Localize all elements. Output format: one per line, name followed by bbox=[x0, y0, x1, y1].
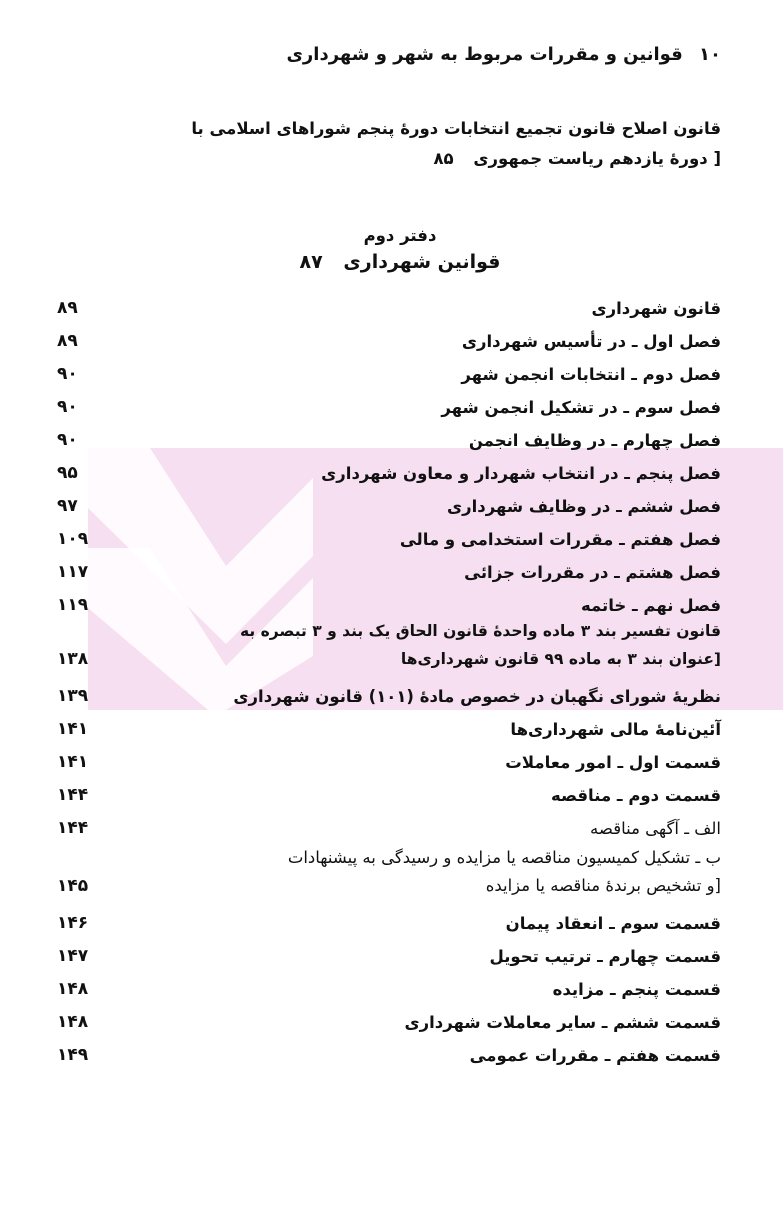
toc-entry-title: قسمت پنجم ـ مزایده bbox=[552, 980, 721, 999]
toc-entry-page: ۹۷ bbox=[57, 496, 78, 516]
toc-entry bbox=[57, 582, 721, 615]
toc-entry bbox=[57, 999, 721, 1032]
toc-entry-line: [و تشخیص برندهٔ مناقصه یا مزایده bbox=[485, 876, 721, 895]
toc-entry-page: ۹۰ bbox=[57, 397, 78, 417]
toc-entry-title: فصل پنجم ـ در انتخاب شهردار و معاون شهرداری bbox=[321, 464, 721, 483]
toc-entry-page: ۱۴۸ bbox=[57, 1012, 89, 1032]
toc-entry bbox=[57, 673, 721, 706]
toc-entry bbox=[57, 1032, 721, 1065]
toc-entry-title: فصل اول ـ در تأسیس شهرداری bbox=[461, 332, 721, 351]
toc-entry bbox=[57, 933, 721, 966]
toc-entry-title: فصل سوم ـ در تشکیل انجمن شهر bbox=[441, 398, 721, 417]
toc-entry-title: فصل نهم ـ خاتمه bbox=[580, 596, 721, 615]
book-title: دفتر دوم bbox=[363, 226, 437, 245]
toc-entry-page: ۱۱۹ bbox=[57, 595, 89, 615]
toc-entry-page: ۱۳۸ bbox=[57, 649, 89, 669]
intro-entry bbox=[131, 114, 721, 174]
toc-entry-title: فصل دوم ـ انتخابات انجمن شهر bbox=[461, 365, 721, 384]
toc-entry-title: فصل هفتم ـ مقررات استخدامی و مالی bbox=[399, 530, 721, 549]
book-running-title: قوانین و مقررات مربوط به شهر و شهرداری bbox=[286, 44, 683, 65]
toc-entry-page: ۱۴۴ bbox=[57, 785, 89, 805]
toc-entry bbox=[57, 417, 721, 450]
toc-entry-title: فصل چهارم ـ در وظایف انجمن bbox=[468, 431, 721, 450]
page-number: ۱۰ bbox=[699, 44, 721, 65]
toc-entry bbox=[57, 483, 721, 516]
toc-entry bbox=[57, 739, 721, 772]
toc-entry-page: ۸۹ bbox=[57, 331, 78, 351]
toc-entry bbox=[57, 900, 721, 933]
toc-entry-title: قسمت هفتم ـ مقررات عمومی bbox=[469, 1046, 721, 1065]
toc-entry bbox=[57, 318, 721, 351]
part-title bbox=[200, 251, 600, 273]
toc-entry-page: ۱۴۶ bbox=[57, 913, 89, 933]
toc-entry bbox=[57, 805, 721, 838]
toc-entry-page: ۱۴۹ bbox=[57, 1045, 89, 1065]
table-of-contents bbox=[57, 285, 721, 1065]
intro-entry-line-2: [ دورهٔ یازدهم ریاست جمهوری bbox=[473, 149, 721, 168]
toc-entry-title: قسمت اول ـ امور معاملات bbox=[505, 753, 721, 772]
toc-entry-page: ۱۱۷ bbox=[57, 562, 89, 582]
toc-entry-page: ۱۳۹ bbox=[57, 686, 89, 706]
toc-entry-title: قسمت چهارم ـ ترتیب تحویل bbox=[489, 947, 721, 966]
toc-entry-title: فصل هشتم ـ در مقررات جزائی bbox=[464, 563, 721, 582]
toc-entry-page: ۱۴۱ bbox=[57, 752, 89, 772]
part-title-page: ۸۷ bbox=[299, 251, 323, 273]
toc-entry bbox=[57, 549, 721, 582]
toc-entry-title: نظریهٔ شورای نگهبان در خصوص مادهٔ (۱۰۱) قانون شهرداری bbox=[233, 687, 721, 706]
toc-entry bbox=[57, 516, 721, 549]
toc-entry-page: ۱۰۹ bbox=[57, 529, 89, 549]
toc-entry-page: ۱۴۵ bbox=[57, 876, 89, 896]
toc-entry bbox=[57, 966, 721, 999]
toc-entry-line: قانون تفسیر بند ۳ ماده واحدهٔ قانون الحاق یک بند و ۳ تبصره به bbox=[240, 622, 721, 640]
toc-entry-page: ۱۴۷ bbox=[57, 946, 89, 966]
toc-entry-line: ب ـ تشکیل کمیسیون مناقصه یا مزایده و رسیدگی به پیشنهادات bbox=[287, 848, 721, 867]
toc-entry-title: قسمت دوم ـ مناقصه bbox=[550, 786, 721, 805]
toc-entry-title: فصل ششم ـ در وظایف شهرداری bbox=[446, 497, 721, 516]
toc-entry bbox=[57, 772, 721, 805]
toc-entry-multiline bbox=[57, 617, 721, 673]
toc-entry-title: آئین‌نامهٔ مالی شهرداری‌ها bbox=[510, 720, 721, 739]
toc-entry bbox=[57, 285, 721, 318]
toc-entry-title: الف ـ آگهی مناقصه bbox=[590, 819, 721, 838]
part-title-text: قوانین شهرداری bbox=[343, 251, 501, 273]
toc-entry bbox=[57, 450, 721, 483]
intro-entry-page: ۸۵ bbox=[433, 149, 454, 168]
toc-entry-page: ۸۹ bbox=[57, 298, 78, 318]
toc-entry-title: قسمت ششم ـ سایر معاملات شهرداری bbox=[404, 1013, 721, 1032]
toc-entry bbox=[57, 706, 721, 739]
toc-entry-page: ۱۴۸ bbox=[57, 979, 89, 999]
toc-entry bbox=[57, 384, 721, 417]
toc-entry-title: قسمت سوم ـ انعقاد پیمان bbox=[505, 914, 721, 933]
toc-entry-page: ۹۵ bbox=[57, 463, 78, 483]
toc-entry-title: قانون شهرداری bbox=[591, 299, 721, 318]
running-header bbox=[200, 44, 721, 65]
intro-entry-line-1: قانون اصلاح قانون تجمیع انتخابات دورهٔ پنجم شوراهای اسلامی با bbox=[191, 119, 721, 138]
toc-entry bbox=[57, 351, 721, 384]
toc-entry-page: ۱۴۴ bbox=[57, 818, 89, 838]
toc-entry-line: [عنوان بند ۳ به ماده ۹۹ قانون شهرداری‌ها bbox=[400, 650, 721, 668]
toc-entry-page: ۹۰ bbox=[57, 430, 78, 450]
toc-entry-page: ۹۰ bbox=[57, 364, 78, 384]
toc-entry-multiline bbox=[57, 844, 721, 900]
toc-entry-page: ۱۴۱ bbox=[57, 719, 89, 739]
